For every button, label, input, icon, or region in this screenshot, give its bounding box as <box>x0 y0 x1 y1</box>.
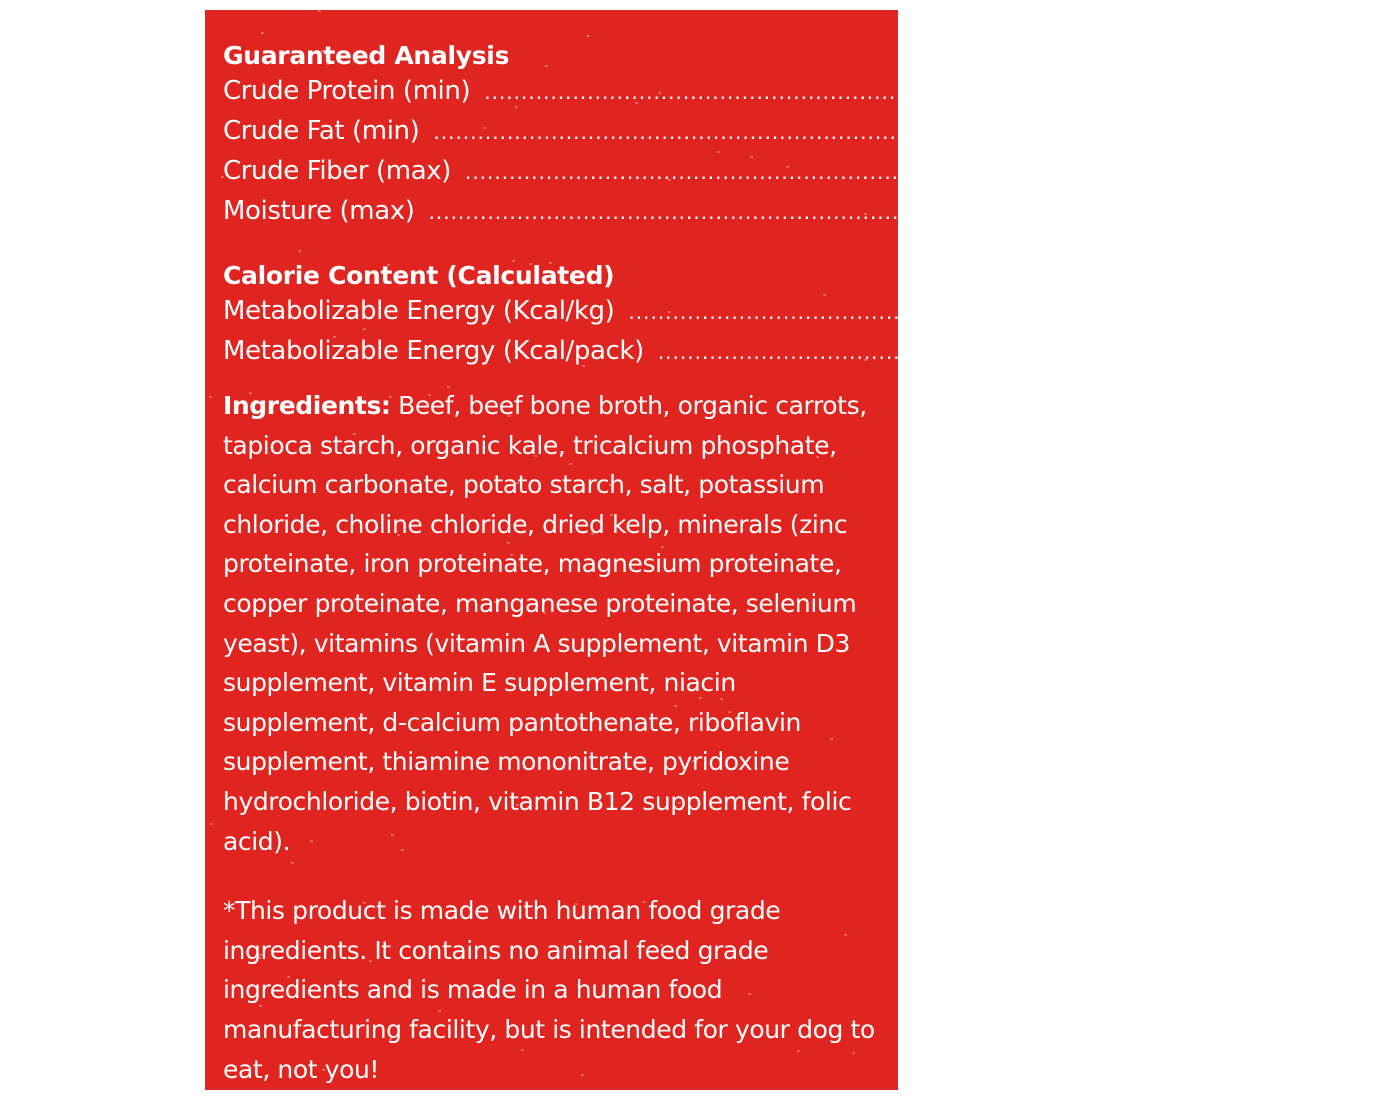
analysis-label: Crude Fat (min) <box>223 116 420 146</box>
calorie-label: Metabolizable Energy (Kcal/pack) <box>223 336 644 366</box>
calorie-content-heading: Calorie Content (Calculated) <box>223 261 615 290</box>
calorie-value: 809 <box>1296 296 1345 326</box>
calorie-value: 251 <box>1325 336 1374 366</box>
analysis-label: Moisture (max) <box>223 196 415 226</box>
analysis-row-moisture <box>223 192 1178 232</box>
analysis-value: 9.00% <box>1152 76 1233 106</box>
analysis-row-crude-fat <box>223 112 1183 152</box>
dot-leader: .......................................................................................... <box>657 340 1320 364</box>
dot-leader: .......................................................................................... <box>428 200 1091 224</box>
calorie-label: Metabolizable Energy (Kcal/kg) <box>223 296 615 326</box>
guaranteed-analysis-table <box>223 72 1233 232</box>
dot-leader: .......................................................................................... <box>433 120 1096 144</box>
disclaimer-note: *This product is made with human food grade ingredients. It contains no animal feed grade ingredients and is made in a human food manufacturing facility, but is intended for your dog to eat, not you! <box>223 896 875 1084</box>
calorie-row-kcal-pack <box>223 332 1374 372</box>
ingredients-paragraph <box>223 386 888 861</box>
ingredients-list: Beef, beef bone broth, organic carrots, tapioca starch, organic kale, tricalcium phosphate, calcium carbonate, potato starch, salt, potassium chloride, choline chloride, dried kelp, minerals (zinc proteinate, iron proteinate, magnesium proteinate, copper proteinate, manganese proteinate, selenium yeast), vitamins (vitamin A supplement, vitamin D3 supplement, vitamin E supplement, niacin supplement, d-calcium pantothenate, riboflavin supplement, thiamine mononitrate, pyridoxine hydrochloride, biotin, vitamin B12 supplement, folic acid). <box>223 391 867 856</box>
analysis-value: 82.0% <box>1096 196 1178 226</box>
guaranteed-analysis-heading: Guaranteed Analysis <box>223 41 510 70</box>
calorie-row-kcal-kg <box>223 292 1345 332</box>
texture-speck <box>261 32 264 34</box>
dot-leader: .......................................................................................... <box>628 300 1291 324</box>
analysis-row-crude-protein <box>223 72 1233 112</box>
nutrition-label-panel <box>205 10 1374 1090</box>
calorie-content-table <box>223 292 1374 372</box>
ingredients-heading: Ingredients: <box>223 391 391 420</box>
texture-speck <box>318 10 321 12</box>
dot-leader: .......................................................................................... <box>484 80 1147 104</box>
analysis-label: Crude Fiber (max) <box>223 156 451 186</box>
texture-speck <box>210 823 213 825</box>
analysis-label: Crude Protein (min) <box>223 76 471 106</box>
analysis-value: 1.50% <box>1133 156 1214 186</box>
texture-speck <box>209 396 212 398</box>
label-content <box>223 40 1374 1089</box>
dot-leader: .......................................................................................... <box>464 160 1128 184</box>
analysis-row-crude-fiber <box>223 152 1214 192</box>
texture-speck <box>587 35 590 37</box>
analysis-value: 2.50% <box>1101 116 1183 146</box>
